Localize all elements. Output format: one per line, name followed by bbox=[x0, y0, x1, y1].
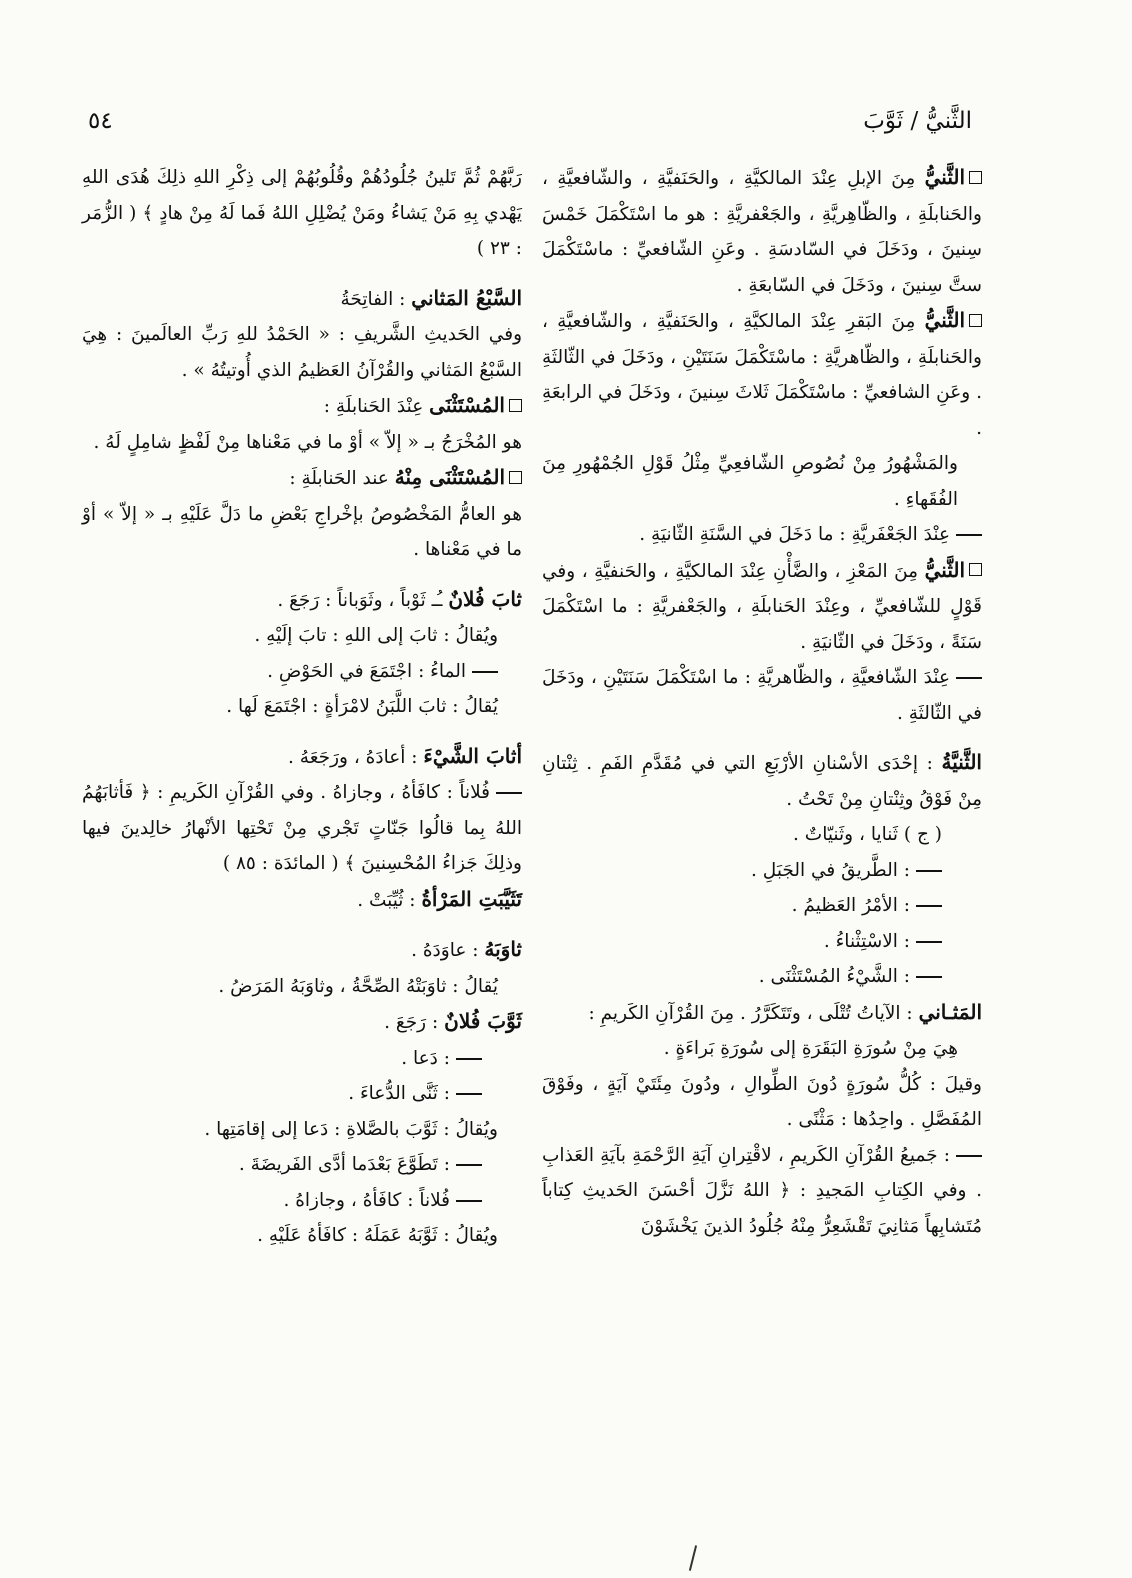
entry-text: ـُـ ثَوْباً ، وثَوَباناً : رَجَعَ . bbox=[277, 589, 443, 611]
entry-square-icon bbox=[509, 399, 522, 412]
dictionary-entry bbox=[542, 924, 982, 960]
dictionary-entry bbox=[82, 689, 522, 725]
dictionary-entry bbox=[82, 1183, 522, 1219]
entry-text: يُقالُ : ثاوَبَتْهُ الصِّحَّةُ ، وثاوَبَهُ المَرَضُ . bbox=[218, 975, 498, 997]
dictionary-entry bbox=[542, 745, 982, 817]
headword: الثَّنيُّ bbox=[924, 165, 966, 189]
dictionary-entry bbox=[82, 1147, 522, 1183]
dictionary-entry bbox=[82, 932, 522, 969]
entry-text: عِنْدَ الشّافعيَّةِ ، والظّاهريَّةِ : ما اسْتَكْمَلَ سَنَتَيْنِ ، ودَخَلَ في الثّالثَةِ . bbox=[542, 667, 982, 724]
headword: المُسْتَثْنَى مِنْهُ bbox=[394, 465, 505, 489]
entry-text: رَبَّهُمْ ثُمَّ تَلينُ جُلُودُهُمْ وقُلُوبُهُمْ إلى ذِكْرِ اللهِ ذلِكَ هُدَى اللهِ يَهْدي بِهِ مَنْ يَشاءُ ومَنْ يُضْلِلِ اللهُ فَما لَهُ مِنْ هادٍ ﴾ ( الزُّمَر : ٢٣ ) bbox=[82, 167, 522, 259]
entry-text: : الشَّيْءُ المُسْتَثْنَى . bbox=[758, 966, 910, 987]
dictionary-entry bbox=[542, 1138, 982, 1245]
repeat-dash-icon bbox=[456, 1093, 482, 1095]
dictionary-entry bbox=[82, 497, 522, 568]
entry-gap bbox=[82, 568, 522, 582]
dictionary-entry bbox=[82, 460, 522, 497]
entry-gap bbox=[82, 725, 522, 739]
entry-text: : ثَنَّى الدُّعاءَ . bbox=[348, 1083, 450, 1104]
entry-text: : تَطَوَّعَ بَعْدَما أدَّى الفَريضَةَ . bbox=[238, 1154, 450, 1175]
dictionary-entry bbox=[82, 160, 522, 267]
headword: المُسْتَثْنَى bbox=[429, 393, 505, 417]
entry-text: : الاسْتِثْناءُ . bbox=[823, 930, 910, 952]
dictionary-entry bbox=[82, 317, 522, 388]
repeat-dash-icon bbox=[456, 1200, 482, 1202]
entry-text: : الفاتِحَةُ bbox=[340, 288, 406, 310]
headword: ثاوَبَهُ bbox=[484, 937, 522, 961]
entry-text: ويُقالُ : ثَوَّبَهُ عَمَلَهُ : كافَأهُ عَلَيْهِ . bbox=[257, 1225, 498, 1246]
repeat-dash-icon bbox=[956, 1155, 982, 1157]
repeat-dash-icon bbox=[456, 1164, 482, 1166]
entry-text: والمَشْهُورُ مِنْ نُصُوصِ الشّافعِيِّ مِثْلُ قَوْلِ الجُمْهُورِ مِنَ الفُقَهاءِ . bbox=[542, 453, 958, 510]
entry-text: مِنَ الإبلِ عِنْدَ المالكيَّةِ ، والحَنَفيَّةِ ، والشّافعيَّةِ ، والحَنابلَةِ ، والظّاهِريَّةِ ، والجَعْفريَّةِ : هو ما اسْتَكْمَلَ خَمْسَ سِنينَ ، ودَخَلَ في السّادسَةِ . وعَنِ الشّافعيِّ : ماسْتَكْمَلَ ستَّ سِنينَ ، ودَخَلَ في السّابعَةِ . bbox=[542, 168, 982, 296]
dictionary-entry bbox=[82, 739, 522, 776]
entry-square-icon bbox=[509, 471, 522, 484]
entry-text: : ثُيِّبَتْ . bbox=[357, 889, 416, 911]
headword: أثابَ الشَّيْءَ bbox=[423, 743, 522, 768]
entry-text: مِنَ المَعْزِ ، والضَّأْنِ عِنْدَ المالكيَّةِ ، والحَنفيَّةِ ، وفي قَوْلٍ للشّافعيِّ ، وعِنْدَ الحَنابلَةِ ، والجَعْفريَّةِ : ما اسْتَكْمَلَ سَنَةً ، ودَخَلَ في الثّانيَةِ . bbox=[542, 560, 982, 653]
dictionary-entry bbox=[82, 582, 522, 619]
headword: الثَّنيَّةُ bbox=[941, 750, 982, 774]
dictionary-entry bbox=[542, 817, 982, 853]
dictionary-entry bbox=[82, 1041, 522, 1077]
entry-gap bbox=[82, 918, 522, 932]
entry-text: يُقالُ : ثابَ اللَّبَنُ لامْرَأةٍ : اجْتَمَعَ لَها . bbox=[226, 696, 498, 717]
entry-text: فُلاناً : كافَأهُ ، وجازاهُ . وفي القُرْآنِ الكَريمِ : ﴿ فَأثابَهُمُ اللهُ بِما قالُوا جَنّاتٍ تَجْري مِنْ تَحْتِها الأنْهارُ خالِدينَ فيها وذلِكَ جَزاءُ المُحْسِنينَ ﴾ ( المائدَة : ٨٥ ) bbox=[82, 782, 522, 874]
right-column bbox=[542, 160, 982, 1244]
entry-text: : رَجَعَ . bbox=[384, 1012, 439, 1033]
repeat-dash-icon bbox=[916, 870, 942, 872]
page-number: ٥٤ bbox=[88, 108, 113, 134]
entry-square-icon bbox=[969, 314, 982, 327]
entry-text: ويُقالُ : ثَوَّبَ بالصَّلاةِ : دَعا إلى إقامَتِها . bbox=[204, 1118, 498, 1140]
headword: ثَوَّبَ فُلانٌ bbox=[444, 1009, 522, 1033]
headword: تَثَيَّبَتِ المَرْأةُ bbox=[421, 886, 522, 911]
dictionary-entry bbox=[82, 1004, 522, 1041]
repeat-dash-icon bbox=[472, 671, 498, 673]
dictionary-entry bbox=[82, 388, 522, 425]
repeat-dash-icon bbox=[956, 534, 982, 536]
entry-text: عند الحَنابلَةِ : bbox=[289, 468, 389, 489]
entry-text: عِنْدَ الحَنابلَةِ : bbox=[323, 396, 424, 417]
dictionary-entry bbox=[542, 160, 982, 303]
headword: السَّبْعُ المَثاني bbox=[411, 285, 522, 310]
entry-text: : الأمْرُ العَظيمُ . bbox=[791, 895, 910, 916]
entry-text: ( ج ) ثَنايا ، وثَنيّاتٌ . bbox=[793, 824, 942, 845]
dictionary-entry bbox=[542, 303, 982, 446]
dictionary-entry bbox=[542, 553, 982, 661]
dictionary-entry bbox=[82, 1076, 522, 1112]
dictionary-entry bbox=[82, 281, 522, 318]
entry-text: : الآياتُ تُتْلَى ، وتَتَكَرَّرُ . مِنَ القُرْآنِ الكَريمِ : bbox=[588, 1002, 913, 1024]
entry-text: : جَميعُ القُرْآنِ الكَريمِ ، لاقْتِرانِ آيَةِ الرَّحْمَةِ بآيَةِ العَذابِ . وفي الكِتابِ المَجيدِ : ﴿ اللهُ نَزَّلَ أحْسَنَ الحَديثِ كِتاباً مُتَشابِهاً مَثانِيَ تَقْشَعِرُّ مِنْهُ جُلُودُ الذينَ يَخْشَوْنَ bbox=[542, 1144, 982, 1237]
entry-square-icon bbox=[969, 171, 982, 184]
dictionary-entry bbox=[542, 995, 982, 1032]
entry-gap bbox=[542, 731, 982, 745]
entry-text: عِنْدَ الجَعْفَريَّةِ : ما دَخَلَ في السَّنَةِ الثّانيَةِ . bbox=[639, 524, 950, 545]
dictionary-entry bbox=[82, 969, 522, 1005]
headword: ثابَ فُلانٌ bbox=[448, 586, 522, 611]
left-column bbox=[82, 160, 522, 1254]
entry-gap bbox=[82, 267, 522, 281]
dictionary-entry bbox=[82, 618, 522, 654]
running-header: الثَّنيُّ / ثَوَّبَ bbox=[863, 108, 972, 134]
dictionary-entry bbox=[542, 660, 982, 731]
entry-text: : أعادَهُ ، ورَجَعَهُ . bbox=[288, 746, 418, 768]
dictionary-entry bbox=[542, 853, 982, 889]
repeat-dash-icon bbox=[916, 976, 942, 978]
repeat-dash-icon bbox=[916, 941, 942, 943]
entry-text: : الطَّريقُ في الجَبَلِ . bbox=[751, 859, 910, 881]
entry-text: هو المُخْرَجُ بـ « إلاّ » أوْ ما في مَعْناها مِنْ لَفْظٍ شامِلٍ لَهُ . bbox=[93, 431, 522, 453]
repeat-dash-icon bbox=[456, 1058, 482, 1060]
dictionary-entry bbox=[82, 1112, 522, 1148]
entry-text: هِيَ مِنْ سُورَةِ البَقَرَةِ إلى سُورَةِ بَراءَةٍ . bbox=[663, 1038, 958, 1059]
dictionary-entry bbox=[82, 654, 522, 690]
entry-text: هو العامُّ المَخْصُوصُ بإخْراجِ بَعْضِ ما دَلَّ عَلَيْهِ بـ « إلاّ » أوْ ما في مَعْناها . bbox=[82, 503, 522, 560]
dictionary-entry bbox=[82, 882, 522, 919]
entry-text: ويُقالُ : ثابَ إلى اللهِ : تابَ إلَيْهِ . bbox=[254, 625, 498, 646]
dictionary-entry bbox=[542, 446, 982, 517]
entry-square-icon bbox=[969, 563, 982, 576]
entry-text: : عاوَدَهُ . bbox=[411, 940, 479, 961]
dictionary-entry bbox=[542, 1067, 982, 1138]
entry-text: : إحْدَى الأسْنانِ الأرْبَعِ التي في مُقَدَّمِ الفَمِ . ثِنْتانِ مِنْ فَوْقُ وثِنْتانِ مِنْ تَحْتُ . bbox=[542, 753, 982, 810]
headword: الثَّنيُّ bbox=[924, 557, 965, 582]
repeat-dash-icon bbox=[916, 905, 942, 907]
dictionary-entry bbox=[82, 1218, 522, 1254]
pen-mark bbox=[689, 1545, 697, 1571]
dictionary-entry bbox=[542, 959, 982, 995]
entry-text: وقيلَ : كُلُّ سُورَةٍ دُونَ الطِّوالِ ، ودُونَ مِئَتَيْ آيَةٍ ، وفَوْقَ المُفَصَّلِ . واحِدُها : مَثْنًى . bbox=[542, 1073, 982, 1130]
entry-text: مِنَ البَقرِ عِنْدَ المالكيَّةِ ، والحَنَفيَّةِ ، والشّافعيَّةِ ، والحَنابلَةِ ، والظّاهريَّةِ : ماسْتَكْمَلَ سَنَتَيْنِ ، ودَخَلَ في الثّالثَةِ . وعَنِ الشافعيِّ : ماسْتَكْمَلَ ثَلاثَ سِنينَ ، ودَخَلَ في الرابعَةِ . bbox=[542, 311, 982, 439]
headword: الثَّنيُّ bbox=[924, 308, 965, 332]
headword: المَثـاني bbox=[918, 999, 982, 1024]
dictionary-entry bbox=[542, 888, 982, 924]
entry-text: الماءُ : اجْتَمَعَ في الحَوْضِ . bbox=[267, 660, 466, 682]
dictionary-entry bbox=[542, 517, 982, 553]
dictionary-entry bbox=[82, 775, 522, 882]
dictionary-entry bbox=[542, 1031, 982, 1067]
entry-text: فُلاناً : كافَأهُ ، وجازاهُ . bbox=[283, 1189, 450, 1211]
entry-text: وفي الحَديثِ الشَّريفِ : « الحَمْدُ للهِ رَبِّ العالَمينَ : هِيَ السَّبْعُ المَثاني والقُرْآنُ العَظيمُ الذي أُوتيتُهُ » . bbox=[82, 324, 522, 381]
entry-text: : دَعا . bbox=[401, 1047, 450, 1069]
dictionary-entry bbox=[82, 425, 522, 461]
repeat-dash-icon bbox=[496, 792, 522, 794]
repeat-dash-icon bbox=[956, 677, 982, 679]
